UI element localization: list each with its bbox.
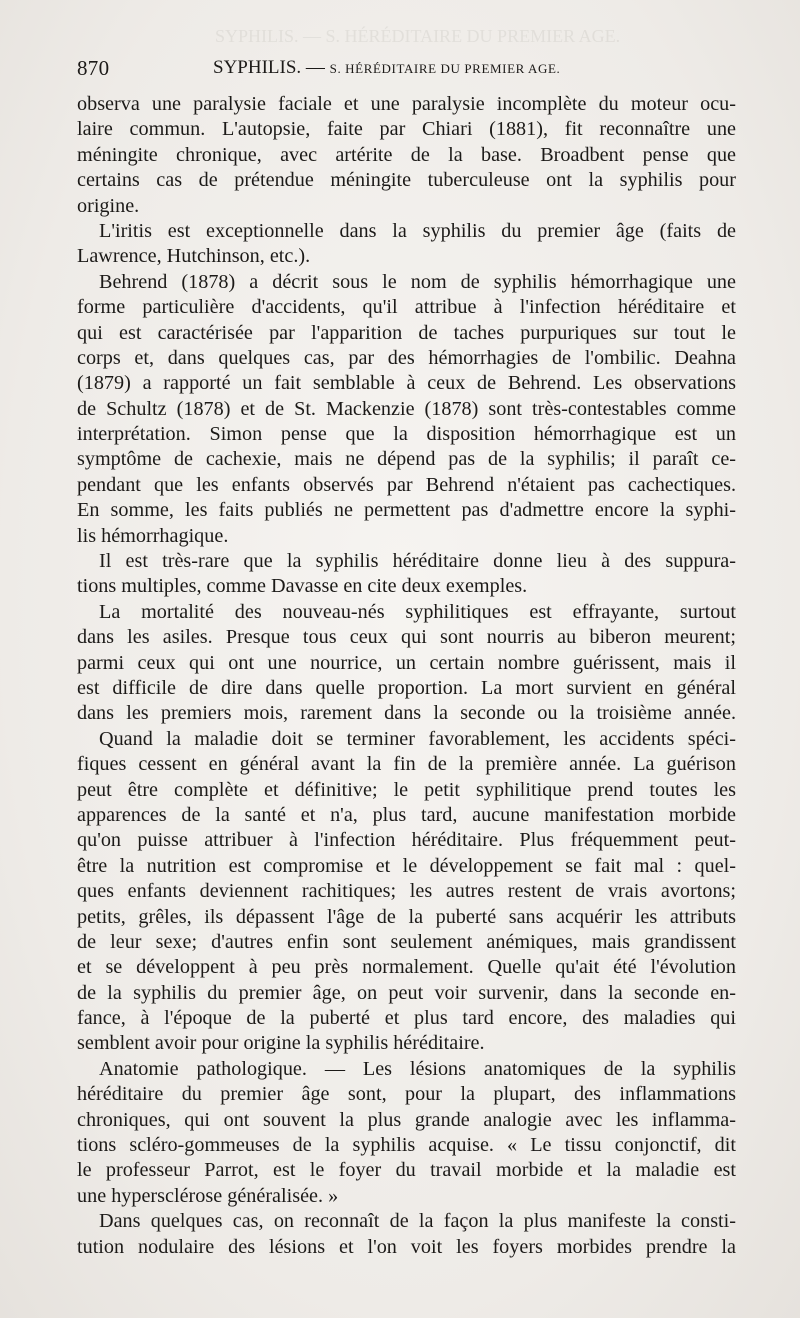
text-line: Behrend (1878) a décrit sous le nom de syphilis hémorrhagique une: [99, 270, 736, 293]
page-header: [77, 56, 737, 86]
text-line: laire commun. L'autopsie, faite par Chiari (1881), fit reconnaître une: [77, 118, 736, 141]
body-text: [77, 92, 736, 1260]
text-line: être la nutrition est compromise et le développement se fait mal : quel-: [77, 854, 736, 877]
running-head-subtitle: S. HÉRÉDITAIRE DU PREMIER AGE.: [329, 61, 561, 76]
text-line: Quand la maladie doit se terminer favorablement, les accidents spéci-: [99, 727, 736, 750]
text-line: L'iritis est exceptionnelle dans la syphilis du premier âge (faits de: [99, 219, 736, 242]
text-line: symptôme de cachexie, mais ne dépend pas de la syphilis; il paraît ce-: [77, 448, 736, 471]
text-line: fiques cessent en général avant la fin de la première année. La guérison: [77, 753, 736, 776]
running-head: [213, 57, 560, 79]
text-line: certains cas de prétendue méningite tuberculeuse ont la syphilis pour: [77, 169, 736, 192]
text-line: et se développent à peu près normalement. Quelle qu'ait été l'évolution: [77, 956, 736, 979]
text-line: En somme, les faits publiés ne permettent pas d'admettre encore la syphi-: [77, 499, 736, 522]
text-line: une hypersclérose généralisée. »: [77, 1184, 339, 1207]
text-line: le professeur Parrot, est le foyer du travail morbide et la maladie est: [77, 1159, 736, 1182]
running-head-title: SYPHILIS. —: [213, 57, 325, 78]
text-line: est difficile de dire dans quelle proportion. La mort survient en général: [77, 676, 736, 699]
text-line: qu'on puisse attribuer à l'infection héréditaire. Plus fréquemment peut-: [77, 829, 736, 852]
text-line: (1879) a rapporté un fait semblable à ceux de Behrend. Les observations: [77, 372, 736, 395]
text-line: corps et, dans quelques cas, par des hémorrhagies de l'ombilic. Deahna: [77, 346, 736, 369]
text-line: peut être complète et définitive; le petit syphilitique prend toutes les: [77, 778, 736, 801]
text-line: dans les premiers mois, rarement dans la seconde ou la troisième année.: [77, 702, 736, 725]
page-number: 870: [77, 56, 110, 80]
text-line: Il est très-rare que la syphilis héréditaire donne lieu à des suppura-: [99, 550, 736, 573]
text-line: Anatomie pathologique. — Les lésions anatomiques de la syphilis: [99, 1057, 736, 1080]
text-line: de leur sexe; d'autres enfin sont seulement anémiques, mais grandissent: [77, 930, 736, 953]
text-line: semblent avoir pour origine la syphilis héréditaire.: [77, 1032, 485, 1055]
text-line: fance, à l'époque de la puberté et plus tard encore, des maladies qui: [77, 1007, 736, 1030]
text-line: chroniques, qui ont souvent la plus grande analogie avec les inflamma-: [77, 1108, 736, 1131]
text-line: petits, grêles, ils dépassent l'âge de la puberté sans acquérir les attributs: [77, 905, 736, 928]
text-line: apparences de la santé et n'a, plus tard, aucune manifestation morbide: [77, 803, 736, 826]
text-line: lis hémorrhagique.: [77, 524, 229, 547]
text-line: La mortalité des nouveau-nés syphilitiques est effrayante, surtout: [99, 600, 736, 623]
text-line: tions multiples, comme Davasse en cite deux exemples.: [77, 575, 528, 598]
text-line: Lawrence, Hutchinson, etc.).: [77, 245, 311, 268]
text-line: qui est caractérisée par l'apparition de taches purpuriques sur tout le: [77, 321, 736, 344]
text-line: dans les asiles. Presque tous ceux qui sont nourris au biberon meurent;: [77, 626, 736, 649]
text-line: méningite chronique, avec artérite de la base. Broadbent pense que: [77, 143, 736, 166]
text-line: tions scléro-gommeuses de la syphilis acquise. « Le tissu conjonctif, dit: [77, 1134, 736, 1157]
text-line: de Schultz (1878) et de St. Mackenzie (1878) sont très-contestables comme: [77, 397, 736, 420]
text-line: héréditaire du premier âge sont, pour la plupart, des inflammations: [77, 1083, 736, 1106]
bleed-through-text: SYPHILIS. — S. HÉRÉDITAIRE DU PREMIER AGE.: [215, 26, 621, 46]
text-line: tution nodulaire des lésions et l'on voit les foyers morbides prendre la: [77, 1235, 736, 1258]
text-line: origine.: [77, 194, 140, 217]
text-line: interprétation. Simon pense que la disposition hémorrhagique est un: [77, 423, 736, 446]
text-line: pendant que les enfants observés par Behrend n'étaient pas cachectiques.: [77, 473, 736, 496]
text-line: de la syphilis du premier âge, on peut voir survenir, dans la seconde en-: [77, 981, 736, 1004]
text-line: observa une paralysie faciale et une paralysie incomplète du moteur ocu-: [77, 93, 736, 115]
text-line: ques enfants deviennent rachitiques; les autres restent de vrais avortons;: [77, 880, 736, 903]
text-line: parmi ceux qui ont une nourrice, un certain nombre guérissent, mais il: [77, 651, 736, 674]
text-line: Dans quelques cas, on reconnaît de la façon la plus manifeste la consti-: [99, 1210, 736, 1233]
text-line: forme particulière d'accidents, qu'il attribue à l'infection héréditaire et: [77, 296, 736, 319]
